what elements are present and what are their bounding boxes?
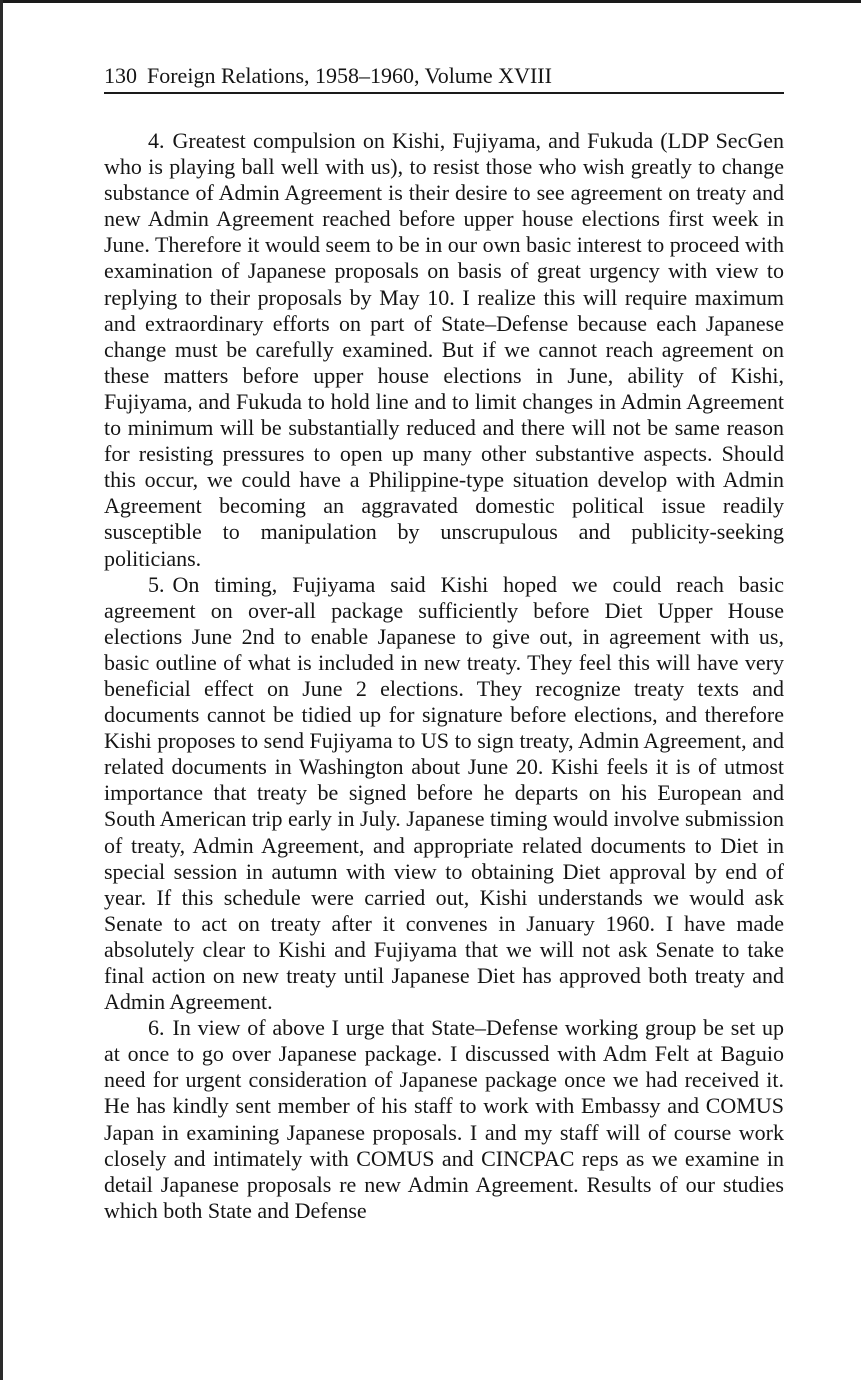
- paragraph-4: [104, 128, 784, 572]
- body-text: [104, 128, 784, 1224]
- scan-edge-top: [0, 0, 861, 3]
- paragraph-text: Greatest compulsion on Kishi, Fujiyama, and Fukuda (LDP SecGen who is playing ball well with us), to resist those who wish greatly to change substance of Admin Agreement is their desire to see agreement on treaty and new Admin Agreement reached before upper house elections first week in June. Therefore it would seem to be in our own basic interest to proceed with examination of Japanese proposals on basis of great urgency with view to replying to their proposals by May 10. I realize this will require maximum and extraordinary efforts on part of State–Defense because each Japanese change must be carefully examined. But if we cannot reach agreement on these matters before upper house elections in June, ability of Kishi, Fujiyama, and Fukuda to hold line and to limit changes in Admin Agreement to minimum will be substantially reduced and there will not be same reason for resisting pressures to open up many other substantive aspects. Should this occur, we could have a Philippine-type situation develop with Admin Agreement becoming an aggravated domestic political issue readily susceptible to manipulation by unscrupulous and publicity-seeking politicians.: [104, 128, 784, 571]
- running-title: Foreign Relations, 1958–1960, Volume XVIII: [147, 63, 552, 88]
- paragraph-number: 4.: [148, 128, 165, 153]
- paragraph-5: [104, 572, 784, 1016]
- paragraph-text: In view of above I urge that State–Defense working group be set up at once to go over Japanese package. I discussed with Adm Felt at Baguio need for urgent consideration of Japanese package once we had received it. He has kindly sent member of his staff to work with Embassy and COMUS Japan in examining Japanese proposals. I and my staff will of course work closely and intimately with COMUS and CINCPAC reps as we examine in detail Japanese proposals re new Admin Agreement. Results of our studies which both State and Defense: [104, 1015, 784, 1223]
- document-page: [104, 62, 784, 1224]
- running-head: [104, 62, 784, 94]
- paragraph-number: 6.: [148, 1015, 165, 1041]
- paragraph-number: 5.: [148, 571, 165, 597]
- scan-edge-left: [0, 0, 3, 1380]
- paragraph-6: [104, 1015, 784, 1224]
- paragraph-text: On timing, Fujiyama said Kishi hoped we could reach basic agreement on over-all package sufficiently before Diet Upper House elections June 2nd to enable Japanese to give out, in agreement with us, basic outline of what is included in new treaty. They feel this will have very beneficial effect on June 2 elections. They recognize treaty texts and documents cannot be tidied up for signature before elections, and therefore Kishi proposes to send Fujiyama to US to sign treaty, Admin Agreement, and related documents in Washington about June 20. Kishi feels it is of utmost importance that treaty be signed before he departs on his European and South American trip early in July. Japanese timing would involve submission of treaty, Admin Agreement, and appropriate related documents to Diet in special session in autumn with view to obtaining Diet approval by end of year. If this schedule were carried out, Kishi understands we would ask Senate to act on treaty after it convenes in January 1960. I have made absolutely clear to Kishi and Fujiyama that we will not ask Senate to take final action on new treaty until Japanese Diet has approved both treaty and Admin Agreement.: [104, 571, 784, 1015]
- page-number: 130: [104, 63, 137, 88]
